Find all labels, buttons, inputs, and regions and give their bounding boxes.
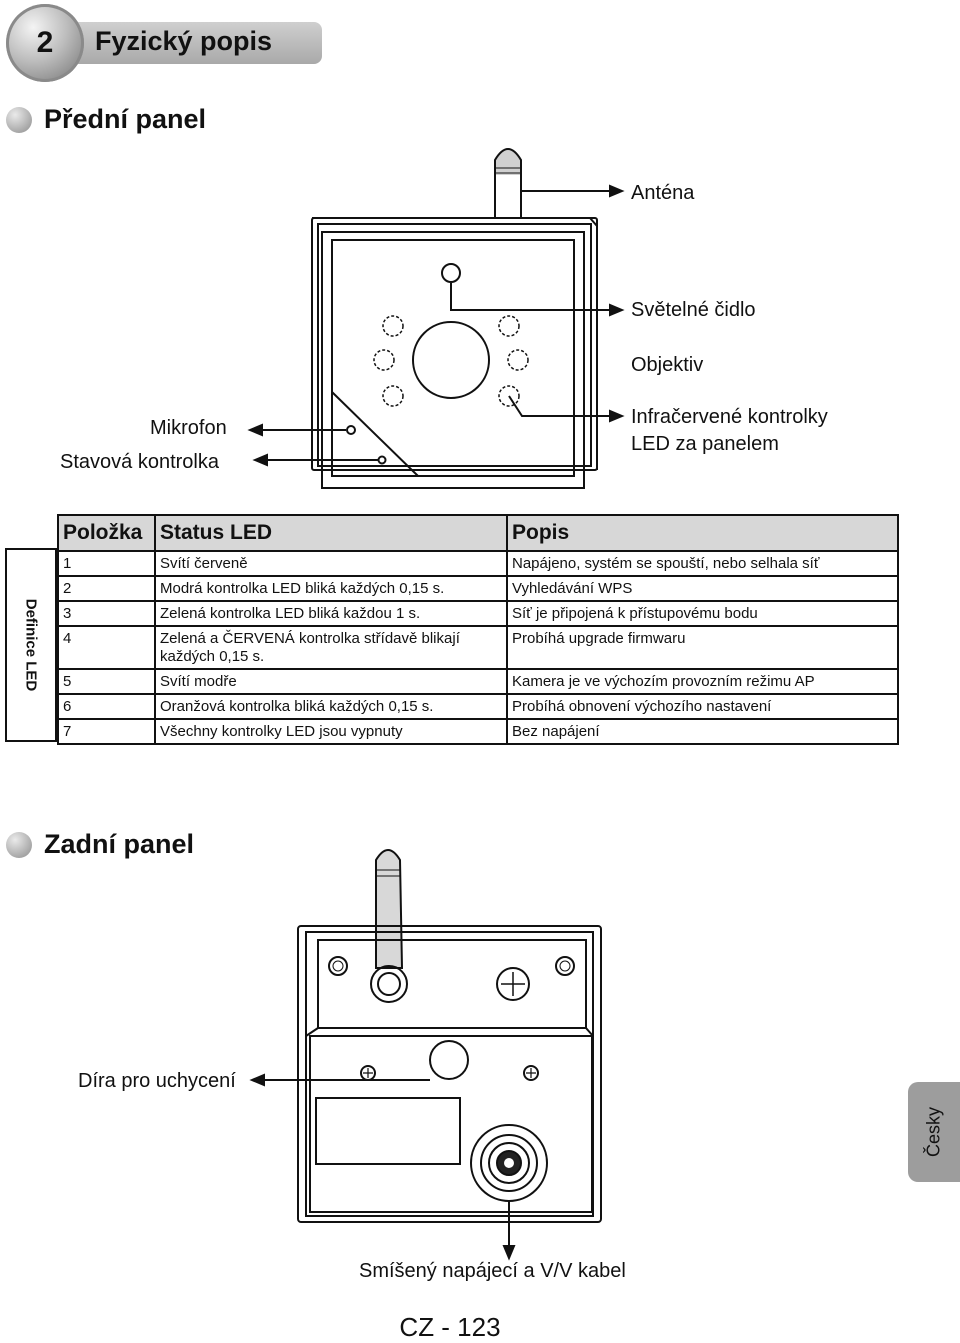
led-definition-text: Definice LED [22, 598, 40, 692]
cell-description: Bez napájení [507, 719, 898, 744]
table-row [58, 601, 898, 626]
cell-status: Zelená kontrolka LED bliká každou 1 s. [155, 601, 507, 626]
cell-description: Vyhledávání WPS [507, 576, 898, 601]
table-header-row [58, 515, 898, 551]
led-definition-table [57, 514, 899, 745]
cell-description: Probíhá upgrade firmwaru [507, 626, 898, 669]
cell-item: 7 [58, 719, 155, 744]
led-definition-side-label [5, 548, 57, 742]
cell-item: 2 [58, 576, 155, 601]
table-row [58, 694, 898, 719]
label-mounting-hole: Díra pro uchycení [78, 1070, 236, 1092]
label-status-led: Stavová kontrolka [60, 451, 219, 473]
label-microphone: Mikrofon [150, 417, 227, 439]
header-status: Status LED [155, 515, 507, 551]
label-light-sensor: Světelné čidlo [631, 299, 756, 321]
rear-panel-diagram [0, 840, 960, 1280]
front-panel-title: Přední panel [44, 104, 207, 134]
cell-item: 5 [58, 669, 155, 694]
page-number: CZ - 123 [399, 1312, 501, 1342]
rear-panel-title: Zadní panel [44, 829, 195, 859]
chapter-number: 2 [36, 26, 54, 59]
language-tab [908, 1082, 960, 1182]
label-ir-leds-line2: LED za panelem [631, 433, 779, 455]
cell-status [155, 626, 507, 669]
chapter-title: Fyzický popis [95, 26, 273, 56]
cell-status: Všechny kontrolky LED jsou vypnuty [155, 719, 507, 744]
label-lens: Objektiv [631, 354, 704, 376]
label-ir-leds-line1: Infračervené kontrolky [631, 406, 828, 428]
cell-item: 1 [58, 551, 155, 576]
table-row [58, 551, 898, 576]
table-row [58, 576, 898, 601]
table-row [58, 719, 898, 744]
cell-description: Probíhá obnovení výchozího nastavení [507, 694, 898, 719]
cell-status-line2: každých 0,15 s. [160, 648, 265, 665]
cell-item: 4 [58, 626, 155, 669]
cell-status: Svítí modře [155, 669, 507, 694]
cell-status: Oranžová kontrolka bliká každých 0,15 s. [155, 694, 507, 719]
label-antenna: Anténa [631, 182, 695, 204]
cell-status-line1: Zelená a ČERVENÁ kontrolka střídavě blikají [160, 630, 460, 647]
header-item: Položka [58, 515, 155, 551]
cell-status: Svítí červeně [155, 551, 507, 576]
table-row [58, 626, 898, 669]
table-row [58, 669, 898, 694]
cell-description: Kamera je ve výchozím provozním režimu AP [507, 669, 898, 694]
cell-status: Modrá kontrolka LED bliká každých 0,15 s. [155, 576, 507, 601]
label-av-cable: Smíšený napájecí a V/V kabel [359, 1260, 626, 1282]
cell-item: 6 [58, 694, 155, 719]
cell-description: Síť je připojená k přístupovému bodu [507, 601, 898, 626]
header-description: Popis [507, 515, 898, 551]
language-tab-label: Česky [923, 1106, 944, 1158]
cell-description: Napájeno, systém se spouští, nebo selhala síť [507, 551, 898, 576]
cell-item: 3 [58, 601, 155, 626]
